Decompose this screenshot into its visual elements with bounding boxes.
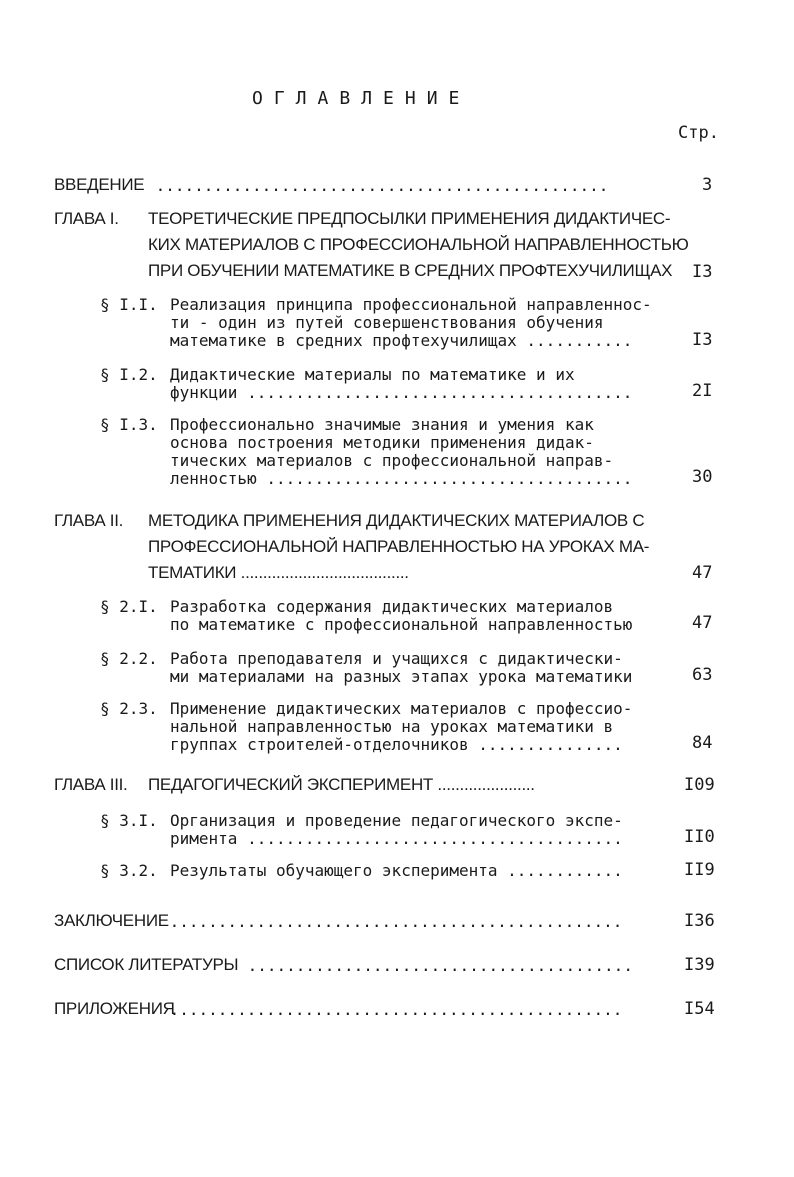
toc-section-2-3-num: § 2.3.: [100, 699, 158, 718]
page-column-label: Стр.: [678, 123, 719, 143]
toc-section-3-1-num: § 3.I.: [100, 811, 158, 830]
toc-section-1-2-line2: функции ........................................: [170, 383, 633, 402]
toc-conclusion-label: ЗАКЛЮЧЕНИЕ: [54, 911, 169, 930]
toc-section-2-2-line2: ми материалами на разных этапах урока математики: [170, 667, 633, 686]
toc-section-1-2-page: 2I: [692, 381, 713, 401]
toc-section-3-1-line1: Организация и проведение педагогического экспе-: [170, 811, 623, 830]
toc-section-1-2-num: § I.2.: [100, 365, 158, 384]
toc-section-2-1-page: 47: [692, 613, 713, 633]
toc-section-1-2-line1: Дидактические материалы по математике и их: [170, 365, 575, 384]
toc-section-3-1-page: II0: [684, 827, 715, 847]
toc-section-2-1-num: § 2.I.: [100, 597, 158, 616]
toc-appendices-page: I54: [684, 999, 715, 1019]
toc-section-1-3-line4: ленностью ......................................: [170, 469, 633, 488]
toc-appendices-leader: ...............................................: [160, 1000, 623, 1019]
toc-section-2-1-line1: Разработка содержания дидактических материалов: [170, 597, 614, 616]
toc-section-2-1-line2: по математике с профессиональной направленностью: [170, 615, 633, 634]
toc-section-1-1-line1: Реализация принципа профессиональной направленнос-: [170, 295, 652, 314]
toc-section-2-2-line1: Работа преподавателя и учащихся с дидактически-: [170, 649, 623, 668]
toc-section-3-1-line2: римента .......................................: [170, 829, 623, 848]
toc-chapter1-label: ГЛАВА I.: [54, 209, 119, 228]
toc-bibliography-label: СПИСОК ЛИТЕРАТУРЫ: [54, 955, 239, 974]
toc-introduction-leader: ...............................................: [146, 176, 609, 195]
toc-section-1-3-page: 30: [692, 467, 713, 487]
toc-chapter2-line3: ТЕМАТИКИ ......................................: [148, 563, 409, 582]
toc-section-2-3-line1: Применение дидактических материалов с профессио-: [170, 699, 633, 718]
toc-chapter2-page: 47: [692, 563, 713, 583]
toc-chapter3-line1: ПЕДАГОГИЧЕСКИЙ ЭКСПЕРИМЕНТ ......................: [148, 775, 535, 794]
toc-appendices-label: ПРИЛОЖЕНИЯ: [54, 999, 175, 1018]
toc-section-1-1-page: I3: [692, 330, 713, 350]
toc-chapter3-label: ГЛАВА III.: [54, 775, 128, 794]
toc-section-3-2-num: § 3.2.: [100, 861, 158, 880]
toc-conclusion-leader: ...............................................: [160, 912, 623, 931]
toc-section-2-3-line3: группах строителей-отделочников ...............: [170, 735, 623, 754]
toc-bibliography-leader: ........................................: [238, 956, 633, 975]
toc-section-1-3-line1: Профессионально значимые знания и умения как: [170, 415, 594, 434]
toc-chapter2-line2: ПРОФЕССИОНАЛЬНОЙ НАПРАВЛЕННОСТЬЮ НА УРОКАХ МА-: [148, 537, 650, 556]
toc-chapter2-label: ГЛАВА II.: [54, 511, 124, 530]
toc-chapter3-page: I09: [684, 775, 715, 795]
page-title: ОГЛАВЛЕНИЕ: [252, 88, 471, 109]
toc-section-1-3-line3: тических материалов с профессиональной направ-: [170, 451, 614, 470]
toc-section-1-3-num: § I.3.: [100, 415, 158, 434]
toc-section-1-1-line3: математике в средних профтехучилищах ...........: [170, 331, 633, 350]
toc-section-1-1-num: § I.I.: [100, 295, 158, 314]
toc-section-3-2-line1: Результаты обучающего эксперимента ............: [170, 861, 623, 880]
toc-chapter1-line1: ТЕОРЕТИЧЕСКИЕ ПРЕДПОСЫЛКИ ПРИМЕНЕНИЯ ДИДАКТИЧЕС-: [148, 209, 671, 228]
toc-introduction-page: 3: [702, 175, 713, 195]
toc-conclusion-page: I36: [684, 911, 715, 931]
toc-section-2-3-line2: нальной направленностью на уроках математики в: [170, 717, 614, 736]
toc-section-2-3-page: 84: [692, 733, 713, 753]
toc-section-2-2-page: 63: [692, 665, 713, 685]
toc-introduction-label: ВВЕДЕНИЕ: [54, 175, 145, 194]
toc-chapter1-page: I3: [692, 262, 713, 282]
toc-section-3-2-page: II9: [684, 860, 715, 880]
toc-chapter1-line3: ПРИ ОБУЧЕНИИ МАТЕМАТИКЕ В СРЕДНИХ ПРОФТЕХУЧИЛИЩАХ: [148, 261, 673, 280]
toc-bibliography-page: I39: [684, 955, 715, 975]
toc-section-1-1-line2: ти - один из путей совершенствования обучения: [170, 313, 604, 332]
toc-section-1-3-line2: основа построения методики применения дидак-: [170, 433, 594, 452]
toc-chapter1-line2: КИХ МАТЕРИАЛОВ С ПРОФЕССИОНАЛЬНОЙ НАПРАВЛЕННОСТЬЮ: [148, 235, 689, 254]
toc-section-2-2-num: § 2.2.: [100, 649, 158, 668]
toc-chapter2-line1: МЕТОДИКА ПРИМЕНЕНИЯ ДИДАКТИЧЕСКИХ МАТЕРИАЛОВ С: [148, 511, 645, 530]
